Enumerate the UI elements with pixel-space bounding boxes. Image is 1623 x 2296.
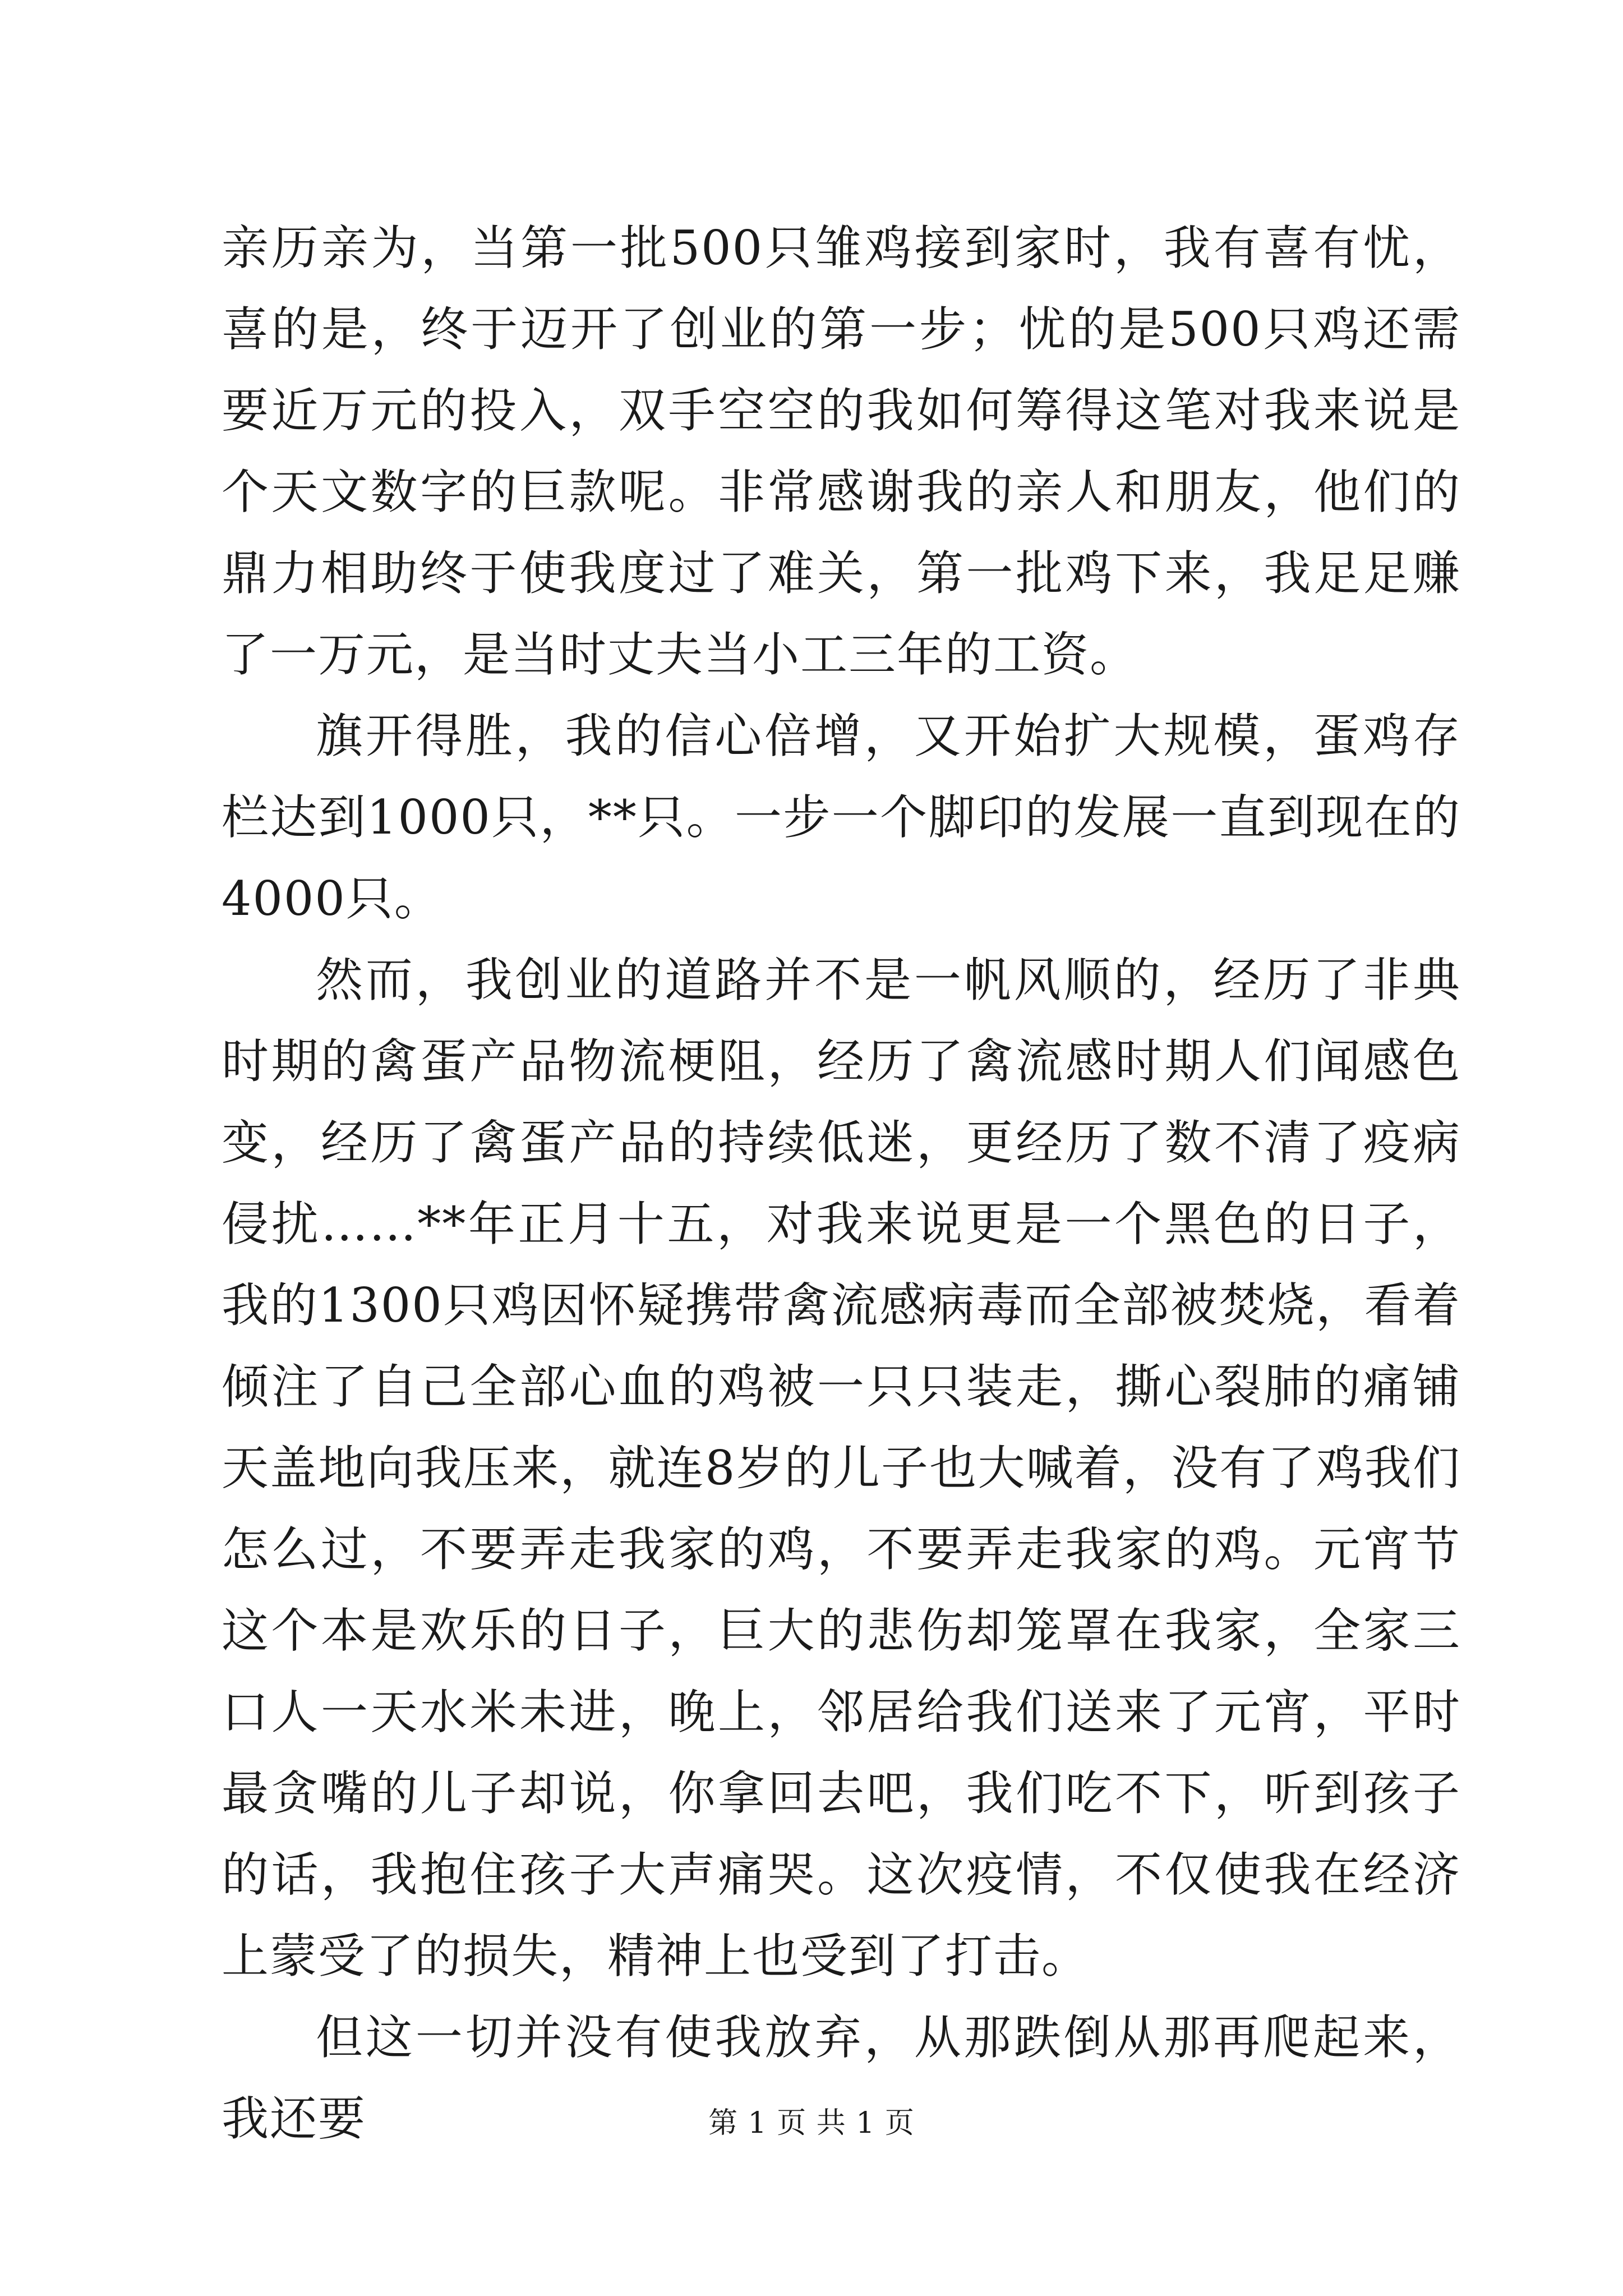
- paragraph-3: 然而，我创业的道路并不是一帆风顺的，经历了非典时期的禽蛋产品物流梗阻，经历了禽流感时期人们闻感色变，经历了禽蛋产品的持续低迷，更经历了数不清了疫病侵扰……**年正月十五，对我来说更是一个黑色的日子，我的1300只鸡因怀疑携带禽流感病毒而全部被焚烧，看着倾注了自己全部心血的鸡被一只只装走，撕心裂肺的痛铺天盖地向我压来，就连8岁的儿子也大喊着，没有了鸡我们怎么过，不要弄走我家的鸡，不要弄走我家的鸡。元宵节这个本是欢乐的日子，巨大的悲伤却笼罩在我家，全家三口人一天水米未进，晚上，邻居给我们送来了元宵，平时最贪嘴的儿子却说，你拿回去吧，我们吃不下，听到孩子的话，我抱住孩子大声痛哭。这次疫情，不仅使我在经济上蒙受了的损失，精神上也受到了打击。: [222, 953, 1461, 1984]
- paragraph-2: 旗开得胜，我的信心倍增，又开始扩大规模，蛋鸡存栏达到1000只，**只。一步一个脚印的发展一直到现在的4000只。: [222, 708, 1461, 926]
- paragraph-1: 亲历亲为，当第一批500只雏鸡接到家时，我有喜有忧，喜的是，终于迈开了创业的第一步；忧的是500只鸡还需要近万元的投入，双手空空的我如何筹得这笔对我来说是个天文数字的巨款呢。非常感谢我的亲人和朋友，他们的鼎力相助终于使我度过了难关，第一批鸡下来，我足足赚了一万元，是当时丈夫当小工三年的工资。: [222, 220, 1461, 682]
- document-body: [222, 208, 1461, 2160]
- paragraph-4: 但这一切并没有使我放弃，从那跌倒从那再爬起来，我还要: [222, 2010, 1461, 2146]
- page-footer: 第 1 页 共 1 页: [708, 2106, 915, 2140]
